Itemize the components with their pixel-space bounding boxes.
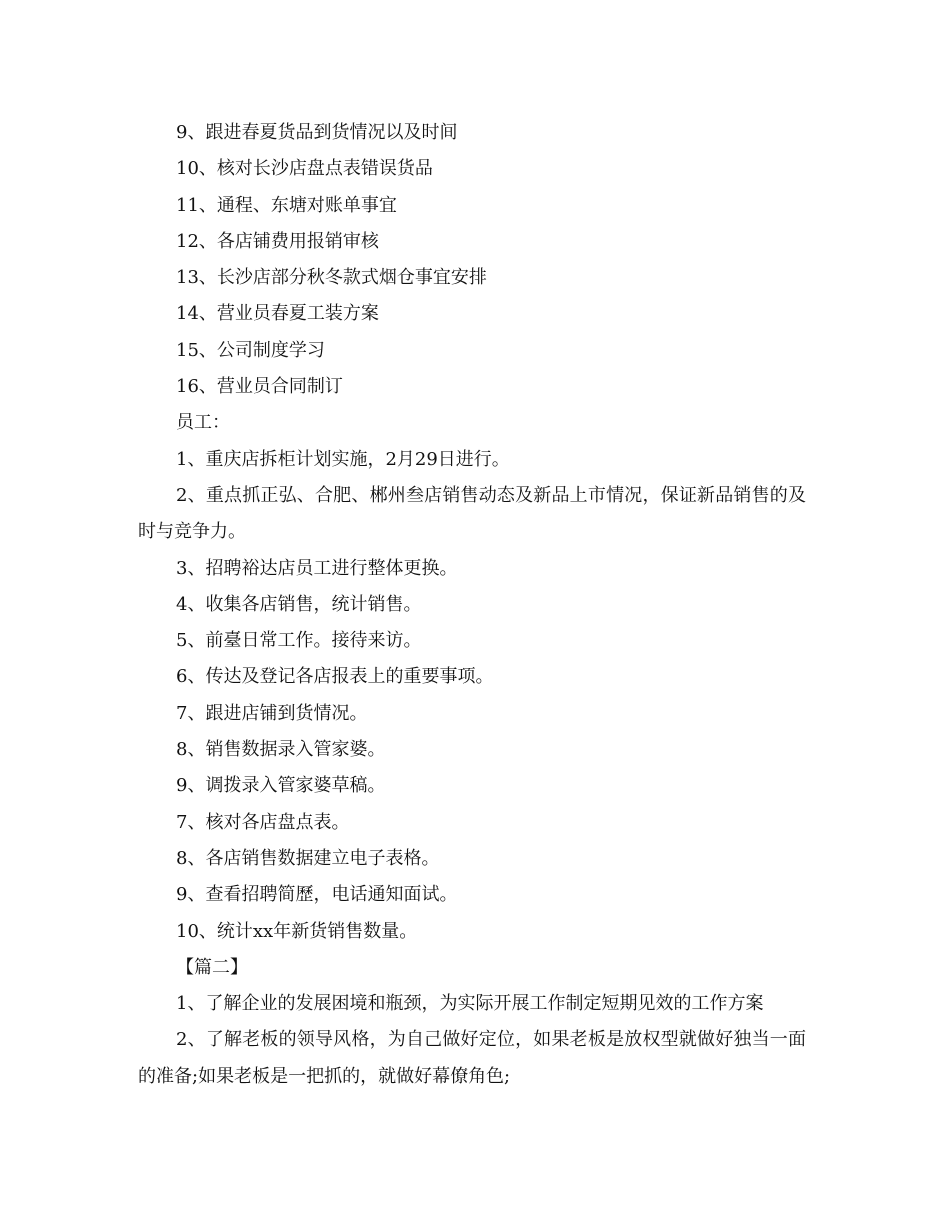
list-item: 14、营业员春夏工装方案 — [176, 303, 379, 325]
list-item: 5、前臺日常工作。接待来访。 — [176, 630, 422, 652]
list-item: 12、各店铺费用报销审核 — [176, 230, 379, 252]
document-body — [138, 115, 806, 1095]
list-item: 2、重点抓正弘、合肥、郴州叁店销售动态及新品上市情况，保证新品销售的及时与竞争力。 — [138, 484, 806, 543]
list-item: 10、统计xx年新货销售数量。 — [176, 920, 418, 942]
list-item: 11、通程、东塘对账单事宜 — [176, 194, 397, 216]
list-item: 9、调拨录入管家婆草稿。 — [176, 775, 386, 797]
list-item: 8、各店销售数据建立电子表格。 — [176, 847, 440, 869]
list-item: 8、销售数据录入管家婆。 — [176, 739, 386, 761]
list-item: 6、传达及登记各店报表上的重要事项。 — [176, 666, 494, 688]
list-item: 7、核对各店盘点表。 — [176, 811, 350, 833]
list-item: 3、招聘裕达店员工进行整体更换。 — [176, 557, 458, 579]
list-item: 1、了解企业的发展困境和瓶颈，为实际开展工作制定短期见效的工作方案 — [176, 993, 764, 1015]
list-item: 1、重庆店拆柜计划实施，2月29日进行。 — [176, 448, 510, 470]
list-item: 2、了解老板的领导风格，为自己做好定位，如果老板是放权型就做好独当一面的准备;如果老板是一把抓的，就做好幕僚角色; — [138, 1029, 806, 1087]
section-title: 【篇二】 — [176, 956, 248, 978]
list-item: 9、查看招聘简歷，电话通知面试。 — [176, 884, 458, 906]
list-item: 16、营业员合同制订 — [176, 376, 343, 398]
list-item: 15、公司制度学习 — [176, 339, 325, 361]
staff-heading: 员工： — [176, 412, 230, 434]
list-item: 4、收集各店销售，统计销售。 — [176, 593, 422, 615]
list-item: 10、核对长沙店盘点表错误货品 — [176, 158, 433, 180]
list-item: 9、跟进春夏货品到货情况以及时间 — [176, 122, 458, 143]
list-item: 13、长沙店部分秋冬款式烟仓事宜安排 — [176, 267, 487, 289]
list-item: 7、跟进店铺到货情况。 — [176, 702, 368, 724]
